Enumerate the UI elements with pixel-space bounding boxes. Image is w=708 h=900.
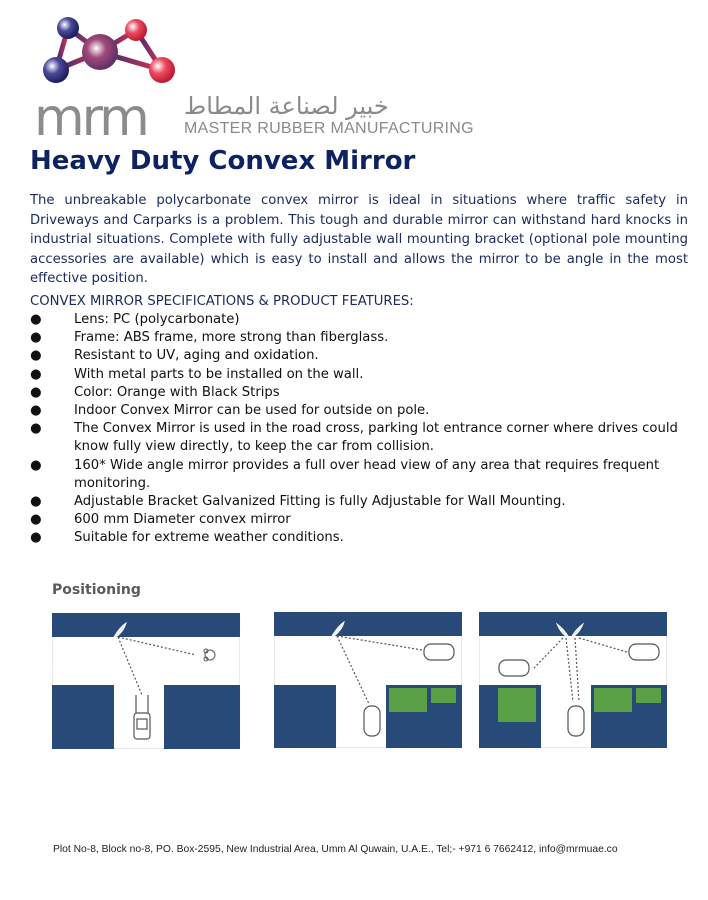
feature-text: The Convex Mirror is used in the road cross, parking lot entrance corner where drives could know fully view directly, to keep the car from collision. [74,421,678,455]
feature-text: Indoor Convex Mirror can be used for outside on pole. [74,403,430,419]
building-block [479,612,667,636]
car-icon [424,644,454,660]
bullet-icon: ● [30,330,42,346]
specs-heading: CONVEX MIRROR SPECIFICATIONS & PRODUCT FEATURES: [30,294,414,309]
feature-text: Color: Orange with Black Strips [74,384,280,400]
bullet-icon: ● [30,457,42,473]
bullet-icon: ● [30,348,42,364]
car-icon [364,706,380,736]
list-item [30,329,700,347]
grass-patch [594,688,632,712]
footer-address: Plot No-8, Block no-8, PO. Box-2595, New Industrial Area, Umm Al Quwain, U.A.E., Tel;- +971 6 7662412, info@mrmuae.co [53,844,618,855]
molecule-logo-icon [28,8,188,92]
bullet-icon: ● [30,530,42,546]
feature-text: Lens: PC (polycarbonate) [74,312,240,327]
list-item [30,457,700,493]
bullet-icon: ● [30,494,42,510]
grass-patch [498,688,536,722]
building-block [164,685,240,749]
building-block [274,685,336,748]
grass-patch [636,688,661,703]
list-item [30,420,700,456]
bullet-icon: ● [30,366,42,382]
grass-patch [431,688,456,703]
feature-text: Adjustable Bracket Galvanized Fitting is fully Adjustable for Wall Mounting. [74,494,566,510]
list-item [30,493,700,511]
positioning-diagram-3 [479,612,667,748]
list-item [30,347,700,365]
logo-wordmark: mrm [34,88,147,148]
page-title: Heavy Duty Convex Mirror [30,146,416,176]
list-item [30,511,700,529]
car-icon [568,706,584,736]
list-item [30,366,700,384]
company-name-english: MASTER RUBBER MANUFACTURING [184,120,474,137]
list-item [30,529,700,547]
feature-text: With metal parts to be installed on the wall. [74,366,364,382]
car-icon [629,644,659,660]
company-name-arabic: خبير لصناعة المطاط [184,92,389,120]
feature-text: Frame: ABS frame, more strong than fiberglass. [74,330,389,346]
bullet-icon: ● [30,421,42,437]
positioning-heading: Positioning [52,582,141,598]
list-item [30,384,700,402]
intro-paragraph: The unbreakable polycarbonate convex mirror is ideal in situations where traffic safety in Driveways and Carparks is a problem. This tough and durable mirror can withstand hard knocks in industrial situations. Complete with fully adjustable wall mounting bracket (optional pole mounting accessories are available) which is easy to install and allows the mirror to be angle in the most effective position. [30,193,688,286]
feature-text: 600 mm Diameter convex mirror [74,512,291,528]
company-logo [28,8,478,148]
positioning-diagram-1 [52,613,240,749]
list-item [30,311,700,329]
building-block [274,612,462,636]
bullet-icon: ● [30,384,42,400]
car-icon [499,660,529,676]
bullet-icon: ● [30,512,42,528]
building-block [52,613,240,637]
feature-text: 160* Wide angle mirror provides a full over head view of any area that requires frequent monitoring. [74,457,660,491]
grass-patch [389,688,427,712]
list-item [30,402,700,420]
bullet-icon: ● [30,312,42,327]
features-list [30,311,700,548]
positioning-diagram-2 [274,612,462,748]
building-block [52,685,114,749]
bullet-icon: ● [30,403,42,419]
feature-text: Suitable for extreme weather conditions. [74,530,344,546]
feature-text: Resistant to UV, aging and oxidation. [74,348,319,364]
